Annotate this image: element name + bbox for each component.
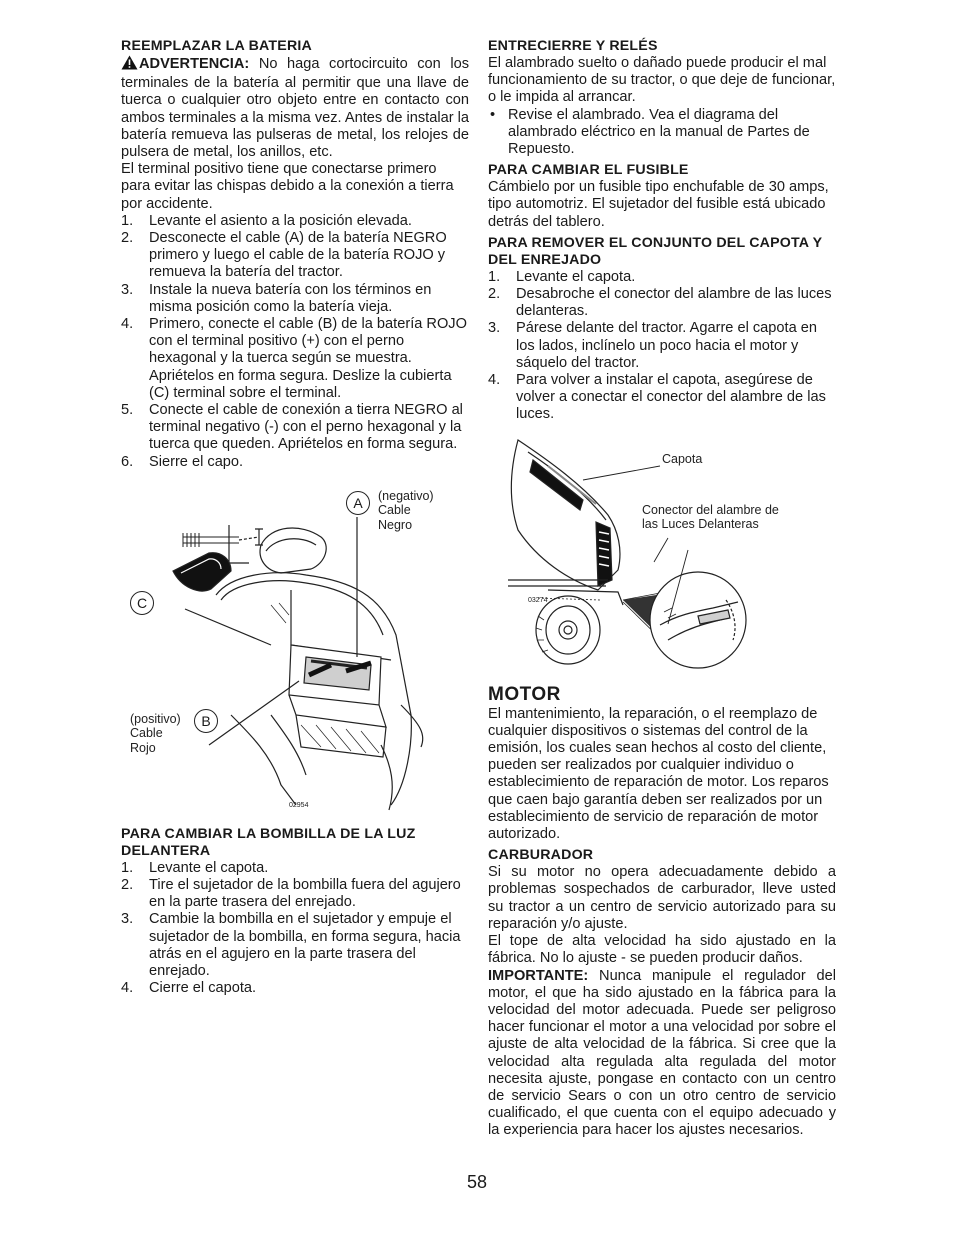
motor-heading: MOTOR	[488, 683, 561, 705]
list-item: 2. Desconecte el cable (A) de la batería NEGRO primero y luego el cable de la batería ROJO y remueva la batería del tractor.	[121, 230, 447, 281]
list-item: 1. Levante el asiento a la posición elevada.	[121, 212, 412, 229]
callout-b: B	[194, 709, 218, 733]
list-item: 3. Cambie la bombilla en el sujetador y empuje el sujetador de la bombilla, en forma segura, hacia atrás en el agujero en la parte trasera del enrejado.	[121, 911, 461, 980]
list-item: 4. Para volver a instalar el capota, asegúrese de volver a conectar el conector del alambre de las luces.	[488, 372, 826, 423]
right-column	[488, 38, 836, 1140]
hood-heading: PARA REMOVER EL CONJUNTO DEL CAPOTA Y DEL ENREJADO	[488, 234, 823, 268]
battery-illustration	[121, 485, 469, 820]
label-capota: Capota	[662, 451, 703, 466]
motor-text: El mantenimiento, la reparación, o el reemplazo de cualquier dispositivos o sistemas del control de la emisión, los cuales sean hechos al costo del cliente, pueden ser realizados por cualquier individuo o establecimiento de reparación de motor. Los reparos que caen bajo garantía deben ser realizados por un establecimiento de servicio de reparación de motor autorizado.	[488, 705, 829, 843]
warning-triangle-icon	[121, 55, 138, 75]
battery-steps	[121, 213, 469, 471]
carb-text-2: El tope de alta velocidad ha sido ajustado en la fábrica. No lo ajuste - se pueden producir daños.	[488, 933, 836, 967]
warning-text: No haga cortocircuito con los terminales de la batería al permitir que una llave de tuerca o cualquier otro objeto entre en contacto con ambos terminales a la misma vez. Antes de instalar la batería remueva las pulseras de metal, los relojes de pulsera de metal, los anillos, etc.	[121, 56, 469, 161]
list-item: 1. Levante el capota.	[121, 859, 269, 876]
interlock-bullets	[488, 107, 836, 159]
label-connector: Conector del alambre de las Luces Delanteras	[642, 502, 779, 532]
bulb-heading: PARA CAMBIAR LA BOMBILLA DE LA LUZ DELANTERA	[121, 825, 416, 859]
list-item: 4. Cierre el capota.	[121, 980, 257, 997]
list-item: 5. Conecte el cable de conexión a tierra NEGRO al terminal negativo (-) con el perno hexagonal y la tuerca que queden. Apriételos en forma segura.	[121, 402, 463, 453]
list-item: 6. Sierre el capo.	[121, 453, 244, 470]
figure-code: 02954	[289, 801, 309, 809]
battery-warning	[121, 55, 469, 161]
list-item: 4. Primero, conecte el cable (B) de la batería ROJO con el terminal positivo (+) con el perno hexagonal y la tuerca según se muestra. Apriételos en forma segura. Deslize la cubierta (C) terminal sobre el terminal.	[121, 316, 467, 401]
callout-c: C	[130, 591, 154, 615]
warning-label: ADVERTENCIA:	[139, 56, 250, 72]
carb-heading: CARBURADOR	[488, 847, 594, 864]
figure-code: 03274	[528, 596, 548, 604]
label-positive: (positivo) Cable Rojo	[130, 711, 181, 755]
important-label: IMPORTANTE:	[488, 967, 589, 984]
interlock-text: El alambrado suelto o dañado puede producir el mal funcionamiento de su tractor, o que deje de funcionar, o le impida al arrancar.	[488, 55, 836, 106]
carb-text-1: Si su motor no opera adecuadamente debido a problemas sospechados de carburador, lleve usted su tractor a un centro de servicio autorizado para su reparación y/o ajuste.	[488, 864, 836, 932]
battery-intro: El terminal positivo tiene que conectarse primero para evitar las chispas debido a la conexión a tierra por accidente.	[121, 161, 454, 212]
list-item: 1. Levante el capota.	[488, 268, 636, 285]
hood-steps	[488, 269, 836, 424]
interlock-heading: ENTRECIERRE Y RELÉS	[488, 38, 658, 54]
left-column	[121, 38, 469, 998]
callout-a: A	[346, 491, 370, 515]
bulb-steps	[121, 860, 469, 998]
battery-figure	[121, 485, 469, 820]
page-number: 58	[466, 1172, 488, 1192]
list-item: 3. Instale la nueva batería con los términos en misma posición como la batería vieja.	[121, 281, 432, 315]
hood-figure	[488, 430, 836, 680]
fuse-heading: PARA CAMBIAR EL FUSIBLE	[488, 162, 689, 179]
list-item: 2. Tire el sujetador de la bombilla fuera del agujero en la parte trasera del enrejado.	[121, 877, 461, 911]
list-item: • Revise el alambrado. Vea el diagrama del alambrado eléctrico en la manual de Partes de Repuesto.	[490, 106, 810, 158]
important-text: Nunca manipule el regulador del motor, el que ha sido ajustado en la fábrica para la velocidad del motor adecuada. Puede ser peligroso hacer funcionar el motor a una velocidad por sobre el ajuste de alta velocidad de la fábrica. Si cree que la velocidad alta regulada alta regulada del motor necesita ajuste, pongase en contacto con un centro de servicio Sears o con un otro centro de servicio cualificado, el que cuenta con el equipo adecuado y la experiencia para hacer los ajustes necesarios.	[488, 967, 836, 1139]
list-item: 2. Desabroche el conector del alambre de las luces delanteras.	[488, 286, 832, 320]
fuse-text: Cámbielo por un fusible tipo enchufable de 30 amps, tipo automotriz. El sujetador del fusible está ubicado detrás del tablero.	[488, 179, 829, 230]
list-item: 3. Párese delante del tractor. Agarre el capota en los lados, inclínelo un poco hacia el motor y sáquelo del tractor.	[488, 320, 817, 371]
label-negative: (negativo) Cable Negro	[378, 488, 434, 532]
hood-illustration	[488, 430, 836, 680]
carb-important	[488, 968, 836, 1140]
battery-heading: REEMPLAZAR LA BATERIA	[121, 38, 312, 54]
